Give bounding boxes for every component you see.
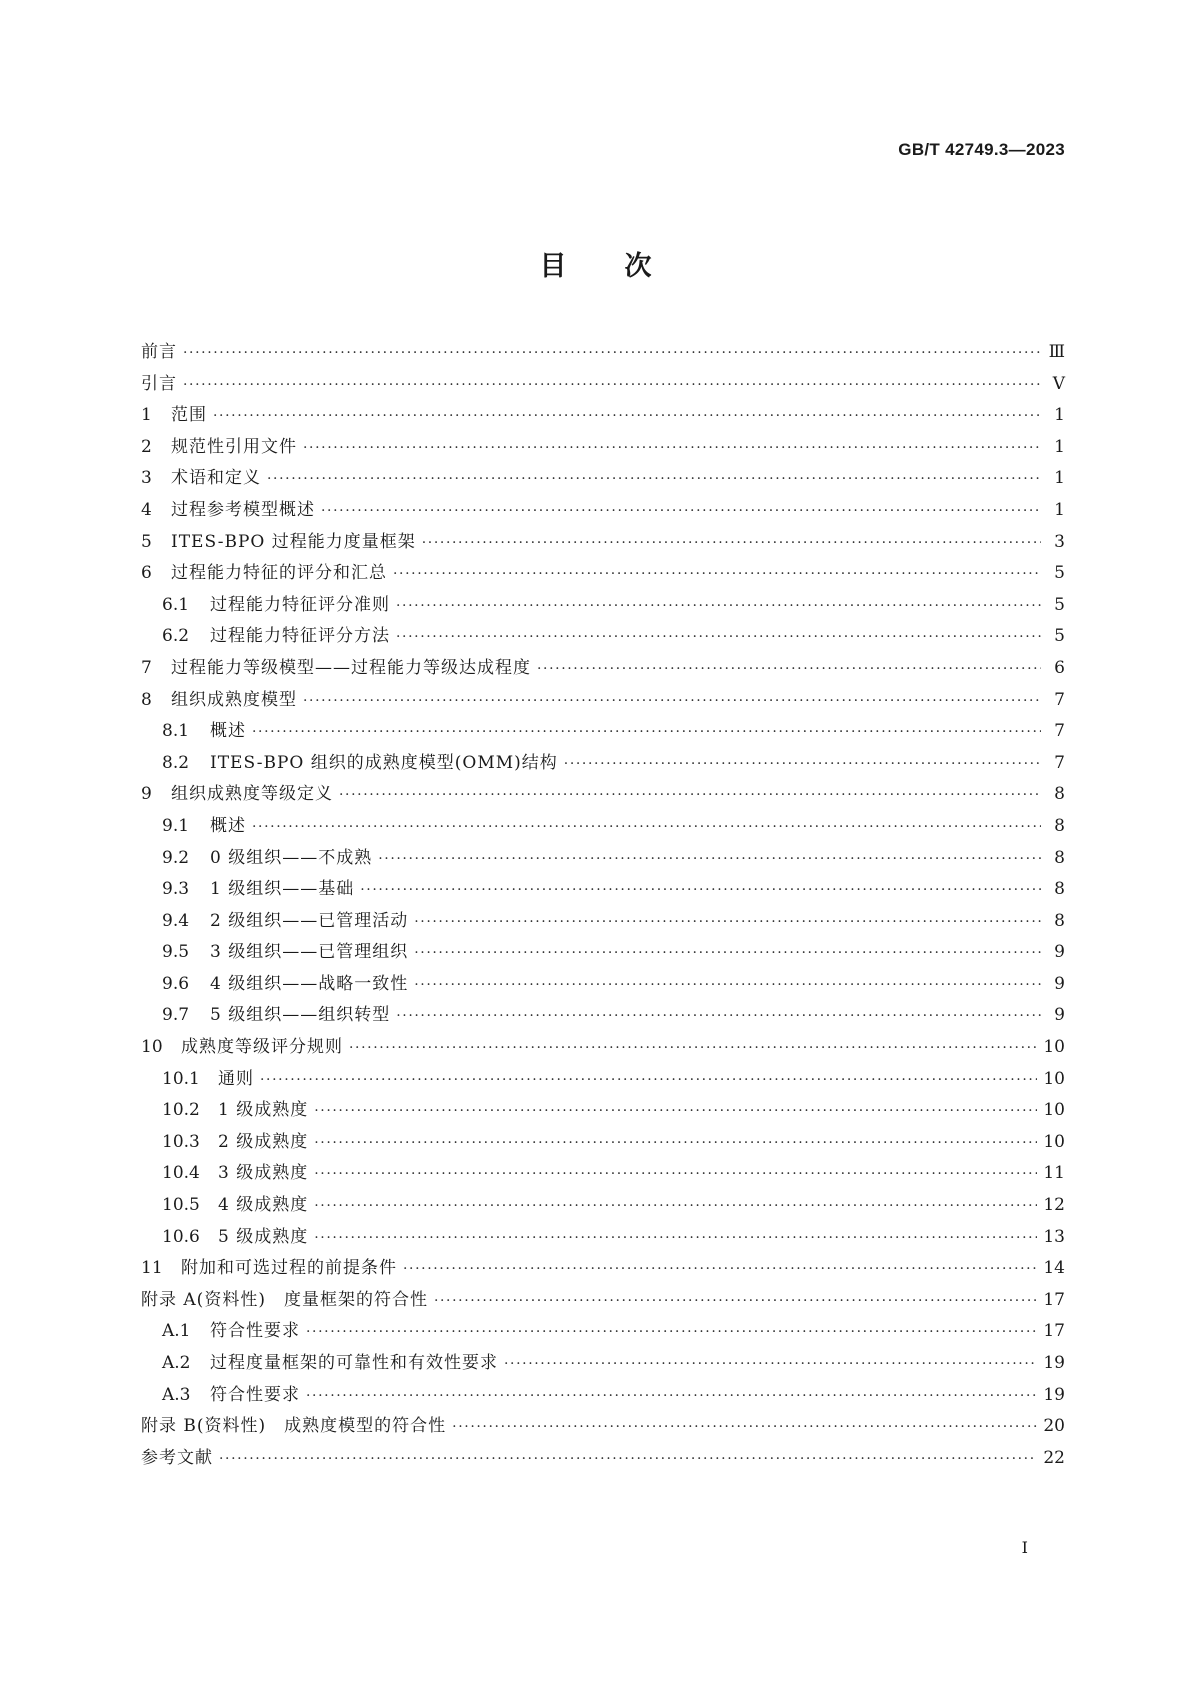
toc-entry[interactable] — [141, 1158, 1065, 1190]
toc-leader-dots — [403, 1254, 1037, 1286]
toc-entry-page: 10 — [1043, 1037, 1065, 1058]
toc-entry-page: 10 — [1043, 1100, 1065, 1121]
toc-entry-page: 8 — [1054, 879, 1065, 900]
toc-entry-number: 8.1 — [162, 721, 190, 742]
standard-number: GB/T 42749.3—2023 — [898, 140, 1065, 159]
toc-entry-title: 概述 — [210, 721, 246, 742]
toc-entry-title: 前言 — [141, 342, 177, 362]
toc-entry-title: 5 级成熟度 — [218, 1226, 309, 1247]
toc-entry-number: 9.3 — [162, 879, 190, 900]
toc-entry-title: 组织成熟度模型 — [171, 689, 297, 710]
toc-entry[interactable] — [141, 969, 1065, 1001]
toc-entry-number: 10.6 — [162, 1226, 200, 1247]
toc-entry-page: Ⅴ — [1052, 373, 1065, 394]
toc-entry-number: A.3 — [162, 1384, 191, 1405]
toc-entry-number: 9.5 — [162, 942, 190, 963]
toc-leader-dots — [396, 622, 1041, 654]
toc-entry-title: 1 级成熟度 — [218, 1100, 309, 1121]
toc-entry-title: 参考文献 — [141, 1447, 213, 1468]
toc-leader-dots — [378, 844, 1041, 876]
toc-leader-dots — [564, 749, 1041, 781]
toc-entry-number: 10.2 — [162, 1100, 200, 1121]
toc-entry-page: 7 — [1054, 689, 1065, 710]
toc-leader-dots — [306, 1381, 1037, 1413]
toc-entry-page: 8 — [1054, 815, 1065, 836]
toc-entry-number: 9.1 — [162, 815, 190, 836]
toc-entry-title: 过程能力等级模型——过程能力等级达成程度 — [171, 657, 531, 678]
toc-entry-page: 8 — [1054, 784, 1065, 805]
toc-leader-dots — [314, 1191, 1037, 1223]
toc-leader-dots — [183, 370, 1041, 402]
toc-entry-page: 17 — [1043, 1289, 1065, 1310]
toc-entry-page: 8 — [1054, 910, 1065, 931]
toc-entry-number: 9.6 — [162, 973, 190, 994]
toc-entry[interactable] — [141, 779, 1065, 811]
toc-entry-title: 过程能力特征的评分和汇总 — [171, 563, 387, 584]
toc-entry[interactable] — [141, 590, 1065, 622]
toc-entry-number: A.2 — [162, 1353, 191, 1373]
toc-leader-dots — [414, 938, 1041, 970]
toc-leader-dots — [303, 686, 1041, 718]
toc-entry[interactable] — [141, 1000, 1065, 1032]
toc-leader-dots — [396, 1001, 1041, 1033]
toc-leader-dots — [252, 812, 1041, 844]
toc-leader-dots — [213, 401, 1041, 433]
toc-entry[interactable] — [141, 1316, 1065, 1348]
toc-leader-dots — [434, 1286, 1037, 1318]
toc-entry[interactable] — [141, 558, 1065, 590]
toc-entry-title: 3 级成熟度 — [218, 1163, 309, 1184]
toc-entry[interactable] — [141, 337, 1065, 369]
toc-entry-page: 12 — [1043, 1195, 1065, 1216]
toc-entry-page: Ⅲ — [1048, 342, 1065, 362]
toc-entry-number: 2 — [141, 436, 152, 457]
toc-leader-dots — [314, 1223, 1037, 1255]
toc-entry[interactable] — [141, 621, 1065, 653]
toc-entry[interactable] — [141, 1411, 1065, 1443]
toc-entry-page: 8 — [1054, 847, 1065, 868]
toc-entry[interactable] — [141, 1127, 1065, 1159]
toc-entry-page: 13 — [1043, 1226, 1065, 1247]
toc-entry[interactable] — [141, 369, 1065, 401]
toc-entry-page: 11 — [1043, 1163, 1065, 1184]
toc-leader-dots — [452, 1412, 1037, 1444]
toc-entry-number: 6.1 — [162, 594, 190, 615]
toc-entry-page: 1 — [1054, 405, 1065, 426]
toc-leader-dots — [183, 338, 1041, 370]
toc-entry-title: 5 级组织——组织转型 — [210, 1005, 391, 1026]
toc-entry-title: 规范性引用文件 — [171, 436, 297, 457]
toc-entry-number: 11 — [141, 1258, 163, 1279]
toc-entry[interactable] — [141, 1190, 1065, 1222]
toc-entry-page: 9 — [1054, 942, 1065, 963]
toc-entry[interactable] — [141, 748, 1065, 780]
toc-leader-dots — [422, 528, 1041, 560]
toc-entry-title: 引言 — [141, 373, 177, 394]
toc-entry-page: 20 — [1043, 1416, 1065, 1437]
toc-entry-page: 1 — [1054, 499, 1065, 520]
toc-leader-dots — [314, 1159, 1037, 1191]
toc-leader-dots — [321, 496, 1041, 528]
toc-entry[interactable] — [141, 1253, 1065, 1285]
toc-entry-title: 4 级成熟度 — [218, 1195, 309, 1216]
toc-entry-title: 术语和定义 — [171, 468, 261, 489]
toc-entry-number: 10.5 — [162, 1195, 200, 1216]
toc-entry-number: 6 — [141, 563, 152, 584]
toc-entry-title: 符合性要求 — [210, 1384, 300, 1405]
toc-entry-number: 3 — [141, 468, 152, 489]
toc-entry[interactable] — [141, 1064, 1065, 1096]
toc-entry-page: 6 — [1054, 657, 1065, 678]
toc-entry-page: 3 — [1054, 531, 1065, 552]
toc-entry[interactable] — [141, 1032, 1065, 1064]
toc-entry-number: 4 — [141, 499, 152, 520]
toc-entry-title: 4 级组织——战略一致性 — [210, 973, 409, 994]
toc-leader-dots — [537, 654, 1041, 686]
toc-leader-dots — [314, 1128, 1037, 1160]
toc-entry[interactable] — [141, 463, 1065, 495]
toc-entry-number: 9 — [141, 784, 152, 805]
toc-entry-number: 10.3 — [162, 1131, 200, 1152]
toc-leader-dots — [414, 907, 1041, 939]
page-title: 目次 — [539, 251, 710, 282]
toc-entry-page: 9 — [1054, 973, 1065, 994]
toc-leader-dots — [396, 591, 1041, 623]
toc-entry-title: 通则 — [218, 1068, 254, 1089]
toc-entry-page: 9 — [1054, 1005, 1065, 1026]
toc-entry-title: 范围 — [171, 405, 207, 426]
toc-entry[interactable] — [141, 874, 1065, 906]
toc-entry-title: 符合性要求 — [210, 1321, 300, 1342]
toc-entry-page: 7 — [1054, 721, 1065, 742]
toc-entry-title: 3 级组织——已管理组织 — [210, 942, 409, 963]
toc-entry[interactable] — [141, 432, 1065, 464]
toc-entry[interactable] — [141, 495, 1065, 527]
toc-entry[interactable] — [141, 1285, 1065, 1317]
toc-entry-number: 8 — [141, 689, 152, 710]
toc-entry-title: 0 级组织——不成熟 — [210, 847, 373, 868]
toc-entry-title: ITES-BPO 组织的成熟度模型(OMM)结构 — [210, 752, 558, 773]
toc-entry-page: 5 — [1054, 563, 1065, 584]
toc-entry-title: 1 级组织——基础 — [210, 879, 355, 900]
toc-entry-number: 8.2 — [162, 752, 190, 773]
toc-entry-number: 10.1 — [162, 1068, 200, 1089]
toc-entry[interactable] — [141, 400, 1065, 432]
toc-entry-title: 附加和可选过程的前提条件 — [181, 1258, 397, 1279]
toc-leader-dots — [349, 1033, 1037, 1065]
toc-entry-title: 附录 A(资料性) 度量框架的符合性 — [141, 1289, 428, 1310]
toc-entry-page: 19 — [1043, 1353, 1065, 1373]
toc-entry-number: 5 — [141, 531, 152, 552]
toc-entry[interactable] — [141, 843, 1065, 875]
toc-leader-dots — [306, 1317, 1037, 1349]
toc-entry-number: 10.4 — [162, 1163, 200, 1184]
toc-entry-title: 过程参考模型概述 — [171, 499, 315, 520]
toc-leader-dots — [339, 780, 1041, 812]
toc-entry-page: 10 — [1043, 1131, 1065, 1152]
toc-entry[interactable] — [141, 811, 1065, 843]
toc-entry[interactable] — [141, 1443, 1065, 1475]
toc-entry-title: 过程能力特征评分准则 — [210, 594, 390, 615]
toc-entry-page: 1 — [1054, 436, 1065, 457]
toc-leader-dots — [504, 1349, 1037, 1381]
toc-entry-title: 成熟度等级评分规则 — [181, 1037, 343, 1058]
toc-entry[interactable] — [141, 1222, 1065, 1254]
toc-entry-title: 过程能力特征评分方法 — [210, 626, 390, 647]
toc-entry-page: 14 — [1043, 1258, 1065, 1279]
toc-entry[interactable] — [141, 906, 1065, 938]
toc-leader-dots — [252, 717, 1041, 749]
toc-entry-number: 9.7 — [162, 1005, 190, 1026]
toc-leader-dots — [414, 970, 1041, 1002]
toc-entry[interactable] — [141, 937, 1065, 969]
toc-entry-page: 5 — [1054, 594, 1065, 615]
toc-entry-number: 10 — [141, 1037, 163, 1058]
toc-entry-number: 9.4 — [162, 910, 190, 931]
toc-entry[interactable] — [141, 653, 1065, 685]
toc-entry-number: 7 — [141, 657, 152, 678]
toc-entry[interactable] — [141, 716, 1065, 748]
toc-entry-title: 过程度量框架的可靠性和有效性要求 — [210, 1353, 498, 1373]
toc-leader-dots — [393, 559, 1041, 591]
toc-entry-number: A.1 — [162, 1321, 191, 1342]
toc-entry-title: 2 级组织——已管理活动 — [210, 910, 409, 931]
toc-entry-number: 1 — [141, 405, 152, 426]
toc-entry[interactable] — [141, 1095, 1065, 1127]
toc-entry[interactable] — [141, 1348, 1065, 1380]
toc-entry-page: 17 — [1043, 1321, 1065, 1342]
toc-leader-dots — [360, 875, 1041, 907]
toc-entry-page: 1 — [1054, 468, 1065, 489]
toc-entry-title: ITES-BPO 过程能力度量框架 — [171, 531, 416, 552]
toc-entry-page: 22 — [1043, 1447, 1065, 1468]
toc-leader-dots — [303, 433, 1041, 465]
toc-entry-page: 10 — [1043, 1068, 1065, 1089]
table-of-contents — [141, 337, 1065, 1474]
toc-entry-number: 6.2 — [162, 626, 190, 647]
toc-entry-title: 附录 B(资料性) 成熟度模型的符合性 — [141, 1416, 447, 1437]
toc-entry-number: 9.2 — [162, 847, 190, 868]
toc-leader-dots — [219, 1444, 1037, 1476]
toc-entry-title: 概述 — [210, 815, 246, 836]
toc-entry[interactable] — [141, 685, 1065, 717]
toc-entry-page: 7 — [1054, 752, 1065, 773]
toc-entry-page: 19 — [1043, 1384, 1065, 1405]
toc-leader-dots — [314, 1096, 1037, 1128]
page-number: Ⅰ — [1021, 1538, 1028, 1557]
toc-entry-title: 2 级成熟度 — [218, 1131, 309, 1152]
toc-entry[interactable] — [141, 527, 1065, 559]
toc-leader-dots — [260, 1065, 1037, 1097]
toc-entry-page: 5 — [1054, 626, 1065, 647]
toc-entry-title: 组织成熟度等级定义 — [171, 784, 333, 805]
toc-leader-dots — [267, 464, 1041, 496]
toc-entry[interactable] — [141, 1380, 1065, 1412]
